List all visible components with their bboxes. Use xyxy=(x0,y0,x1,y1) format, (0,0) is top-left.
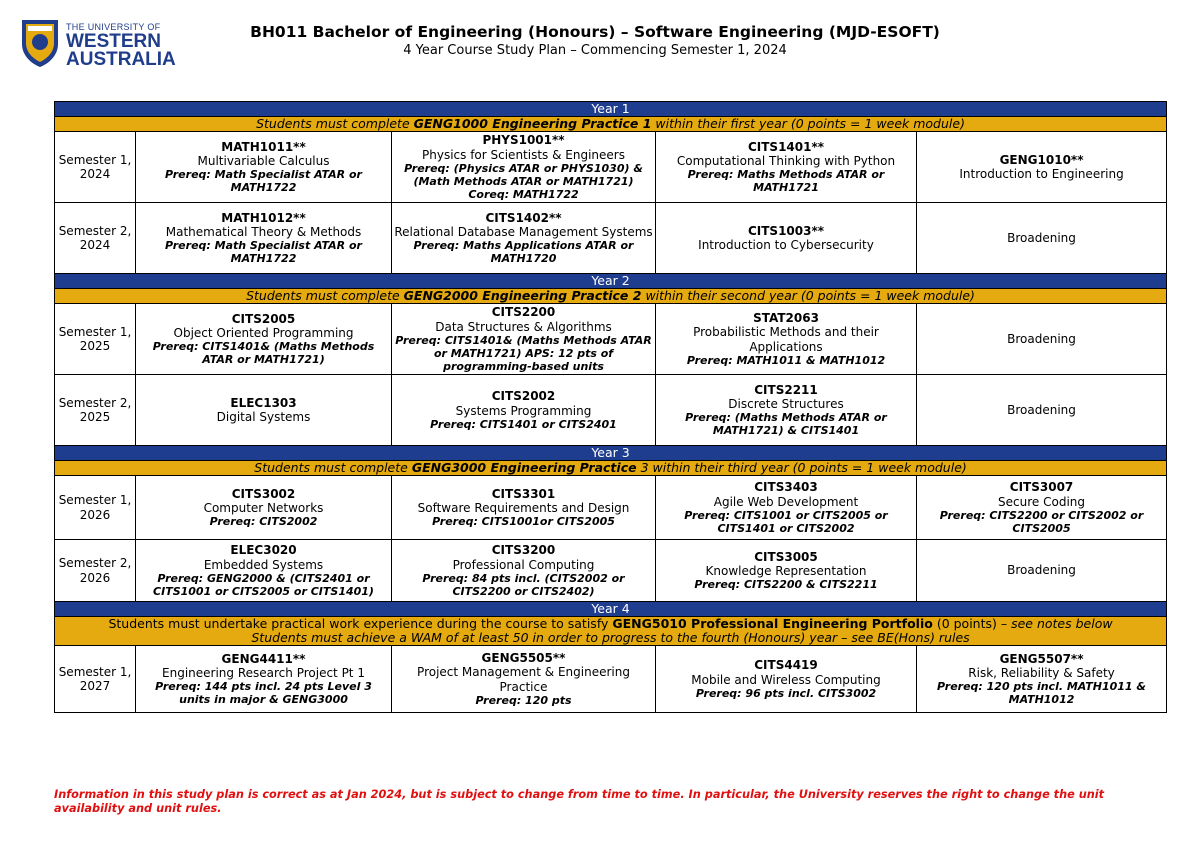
unit-name: Broadening xyxy=(1007,563,1076,578)
unit-code: STAT2063 xyxy=(753,311,819,326)
unit-prereq: Prereq: (Physics ATAR or PHYS1030) & (Math Methods ATAR or MATH1721) Coreq: MATH1722 xyxy=(404,161,643,201)
unit-cell xyxy=(917,304,1167,375)
year-note xyxy=(55,289,1167,304)
university-name-small: THE UNIVERSITY OF xyxy=(66,22,161,32)
note-bold: GENG1000 Engineering Practice 1 xyxy=(413,116,652,131)
unit-cell xyxy=(392,476,656,540)
unit-prereq: Prereq: CITS1401& (Maths Methods ATAR or MATH1721) APS: 12 pts of programming-based units xyxy=(395,333,652,373)
unit-code: MATH1011** xyxy=(221,139,306,154)
unit-name: Discrete Structures xyxy=(728,397,844,411)
semester-row xyxy=(55,646,1167,713)
year-label: Year 1 xyxy=(55,102,1167,117)
unit-cell xyxy=(917,203,1167,274)
unit-prereq: Prereq: 120 pts xyxy=(475,693,572,707)
unit-cell xyxy=(136,203,392,274)
unit-cell xyxy=(656,375,917,446)
unit-name: Mathematical Theory & Methods xyxy=(165,225,362,239)
year-header-row xyxy=(55,446,1167,461)
semester-row xyxy=(55,203,1167,274)
unit-cell xyxy=(656,646,917,713)
unit-prereq: Prereq: GENG2000 & (CITS2401 or CITS1001 or CITS2005 or CITS1401) xyxy=(153,571,374,598)
unit-code: CITS2005 xyxy=(231,311,296,326)
unit-cell xyxy=(917,476,1167,540)
note-bold: GENG5010 Professional Engineering Portfolio xyxy=(612,616,933,631)
unit-prereq: Prereq: Math Specialist ATAR or MATH1722 xyxy=(165,239,362,266)
year-note-row xyxy=(55,117,1167,132)
year-header-row xyxy=(55,102,1167,117)
unit-code: CITS1003** xyxy=(747,223,825,238)
unit-prereq: Prereq: CITS1401 or CITS2401 xyxy=(430,417,617,431)
unit-prereq: Prereq: CITS2200 or CITS2002 or CITS2005 xyxy=(939,508,1144,535)
unit-prereq: Prereq: MATH1011 & MATH1012 xyxy=(686,353,886,367)
unit-name: Broadening xyxy=(1007,230,1076,245)
unit-prereq: Prereq: CITS2002 xyxy=(209,515,318,529)
unit-cell xyxy=(136,375,392,446)
unit-cell xyxy=(136,304,392,375)
year-label: Year 4 xyxy=(55,602,1167,617)
footnote: Information in this study plan is correct as at Jan 2024, but is subject to change from time to time. In particular, the University reserves the right to change the unit availability and unit rules. xyxy=(54,788,1105,815)
year-header-row xyxy=(55,602,1167,617)
unit-cell xyxy=(392,304,656,375)
unit-prereq: Prereq: CITS1001 or CITS2005 or CITS1401 or CITS2002 xyxy=(684,508,888,535)
unit-name: Relational Database Management Systems xyxy=(394,225,653,239)
unit-name: Professional Computing xyxy=(452,557,595,572)
unit-code: CITS2211 xyxy=(754,382,818,397)
unit-cell xyxy=(656,476,917,540)
unit-prereq: Prereq: Math Specialist ATAR or MATH1722 xyxy=(165,168,362,195)
unit-code: CITS3403 xyxy=(754,480,818,495)
semester-row xyxy=(55,304,1167,375)
semester-label: Semester 1, 2025 xyxy=(55,304,136,375)
semester-row xyxy=(55,375,1167,446)
unit-name: Software Requirements and Design xyxy=(417,501,630,515)
study-plan-body xyxy=(55,102,1167,713)
unit-cell xyxy=(656,132,917,203)
unit-name: Broadening xyxy=(1007,331,1076,346)
unit-cell xyxy=(136,540,392,602)
unit-prereq: Prereq: 144 pts incl. 24 pts Level 3 units in major & GENG3000 xyxy=(155,680,372,707)
note-post: 3 within their third year (0 points = 1 week module) xyxy=(636,460,967,475)
unit-name: Knowledge Representation xyxy=(705,564,867,578)
unit-name: Embedded Systems xyxy=(203,557,324,572)
year-note xyxy=(55,617,1167,646)
unit-name: Physics for Scientists & Engineers xyxy=(422,147,625,162)
unit-name: Data Structures & Algorithms xyxy=(435,319,612,334)
semester-label: Semester 2, 2024 xyxy=(55,203,136,274)
unit-cell xyxy=(136,646,392,713)
year-note-row xyxy=(55,617,1167,646)
semester-label: Semester 2, 2025 xyxy=(55,375,136,446)
page-subtitle: 4 Year Course Study Plan – Commencing Semester 1, 2024 xyxy=(403,43,787,58)
unit-code: CITS2002 xyxy=(491,389,556,404)
note-bold: GENG3000 Engineering Practice xyxy=(411,460,637,475)
page-title: BH011 Bachelor of Engineering (Honours) – Software Engineering (MJD-ESOFT) xyxy=(250,23,940,41)
unit-code: CITS3005 xyxy=(754,549,818,564)
year-note-row xyxy=(55,289,1167,304)
unit-cell xyxy=(392,375,656,446)
unit-name: Mobile and Wireless Computing xyxy=(691,672,881,687)
semester-row xyxy=(55,540,1167,602)
unit-code: CITS4419 xyxy=(754,658,818,673)
unit-cell xyxy=(392,132,656,203)
unit-name: Multivariable Calculus xyxy=(197,154,330,168)
unit-cell xyxy=(917,132,1167,203)
unit-cell xyxy=(392,540,656,602)
year-note-row xyxy=(55,461,1167,476)
unit-cell xyxy=(656,304,917,375)
semester-row xyxy=(55,476,1167,540)
unit-name: Computer Networks xyxy=(203,501,324,515)
unit-name: Agile Web Development xyxy=(713,494,859,509)
unit-code: CITS1401** xyxy=(747,139,825,154)
note-bold: GENG2000 Engineering Practice 2 xyxy=(403,288,642,303)
unit-name: Broadening xyxy=(1007,402,1076,417)
unit-prereq: Prereq: CITS1401& (Maths Methods ATAR or MATH1721) xyxy=(152,340,375,367)
unit-code: CITS1402** xyxy=(485,210,562,225)
year-note xyxy=(55,461,1167,476)
unit-cell xyxy=(917,375,1167,446)
unit-cell xyxy=(917,646,1167,713)
unit-name: Introduction to Cybersecurity xyxy=(698,238,874,252)
year-label: Year 3 xyxy=(55,446,1167,461)
unit-name: Probabilistic Methods and their Applications xyxy=(693,325,879,354)
semester-label: Semester 1, 2024 xyxy=(55,132,136,203)
unit-code: PHYS1001** xyxy=(482,133,565,148)
unit-code: ELEC1303 xyxy=(230,395,297,410)
unit-code: ELEC3020 xyxy=(230,543,297,558)
year-note xyxy=(55,117,1167,132)
unit-prereq: Prereq: (Maths Methods ATAR or MATH1721) & CITS1401 xyxy=(685,411,887,438)
semester-row xyxy=(55,132,1167,203)
unit-code: GENG5507** xyxy=(999,651,1084,666)
unit-cell xyxy=(136,132,392,203)
note-pre: Students must complete xyxy=(254,460,412,475)
unit-name: Secure Coding xyxy=(998,494,1085,509)
unit-cell xyxy=(136,476,392,540)
unit-prereq: Prereq: 84 pts incl. (CITS2002 or CITS2200 or CITS2402) xyxy=(422,571,625,598)
note-pre: Students must complete xyxy=(246,288,404,303)
unit-name: Introduction to Engineering xyxy=(959,167,1124,181)
unit-name: Engineering Research Project Pt 1 xyxy=(162,666,365,680)
unit-prereq: Prereq: CITS1001or CITS2005 xyxy=(432,515,615,529)
note-line2: Students must achieve a WAM of at least 50 in order to progress to the fourth (Honours) year – see BE(Hons) rules xyxy=(251,630,970,645)
year-label: Year 2 xyxy=(55,274,1167,289)
unit-name: Systems Programming xyxy=(455,403,592,418)
unit-code: CITS3301 xyxy=(491,486,556,501)
unit-cell xyxy=(392,646,656,713)
unit-name: Digital Systems xyxy=(216,410,311,424)
unit-prereq: Prereq: 96 pts incl. CITS3002 xyxy=(695,686,877,700)
semester-label: Semester 1, 2027 xyxy=(55,646,136,713)
note-italic: – see notes below xyxy=(1000,616,1113,631)
semester-label: Semester 1, 2026 xyxy=(55,476,136,540)
unit-code: CITS2200 xyxy=(491,305,556,320)
unit-code: GENG4411** xyxy=(221,651,306,666)
university-name-western: WESTERN xyxy=(66,31,161,52)
unit-name: Project Management & Engineering Practice xyxy=(417,665,630,694)
unit-code: CITS3200 xyxy=(491,543,556,558)
unit-name: Risk, Reliability & Safety xyxy=(968,666,1115,680)
note-pre: Students must complete xyxy=(256,116,414,131)
unit-prereq: Prereq: Maths Applications ATAR or MATH1720 xyxy=(413,239,634,266)
unit-code: CITS3002 xyxy=(231,486,296,501)
unit-cell xyxy=(917,540,1167,602)
note-pre: Students must undertake practical work experience during the course to satisfy xyxy=(108,616,613,631)
university-name-australia: AUSTRALIA xyxy=(66,49,176,70)
unit-code: GENG5505** xyxy=(481,651,566,666)
unit-prereq: Prereq: 120 pts incl. MATH1011 & MATH1012 xyxy=(937,680,1146,707)
note-post: within their first year (0 points = 1 week module) xyxy=(651,116,965,131)
unit-code: CITS3007 xyxy=(1009,480,1074,495)
unit-name: Object Oriented Programming xyxy=(173,326,354,340)
note-post: (0 points) xyxy=(932,616,1001,631)
note-post: within their second year (0 points = 1 week module) xyxy=(641,288,975,303)
unit-cell xyxy=(392,203,656,274)
unit-prereq: Prereq: CITS2200 & CITS2211 xyxy=(694,578,878,592)
unit-code: MATH1012** xyxy=(221,210,306,225)
unit-cell xyxy=(656,203,917,274)
unit-cell xyxy=(656,540,917,602)
semester-label: Semester 2, 2026 xyxy=(55,540,136,602)
unit-code: GENG1010** xyxy=(999,152,1084,167)
year-header-row xyxy=(55,274,1167,289)
unit-prereq: Prereq: Maths Methods ATAR or MATH1721 xyxy=(687,168,885,195)
study-plan-table xyxy=(54,101,1167,713)
unit-name: Computational Thinking with Python xyxy=(676,154,896,168)
